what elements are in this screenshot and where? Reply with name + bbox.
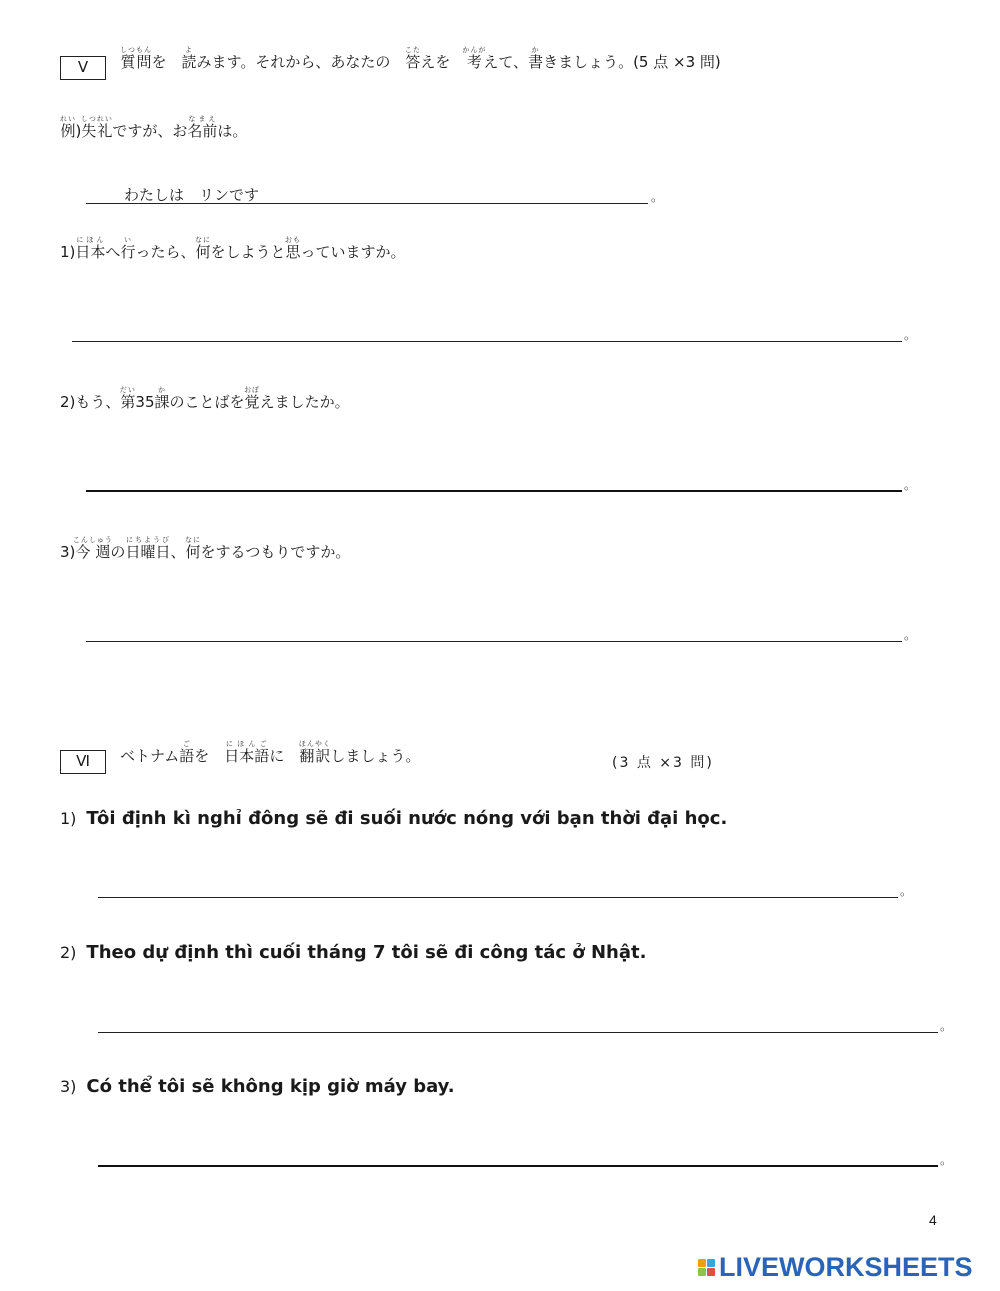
section-6-label: Ⅵ bbox=[60, 750, 106, 774]
furigana-word: 質問しつもん bbox=[120, 46, 152, 71]
answer-6-3-end-mark: 。 bbox=[940, 1153, 953, 1167]
question-6-2 bbox=[60, 942, 646, 963]
furigana-word: 日本にほん bbox=[75, 236, 106, 261]
example-question: 例れい)失礼しつれいですが、お名前なまえは。 bbox=[60, 115, 248, 140]
answer-6-1-line bbox=[98, 897, 898, 898]
furigana-word: 今週こんしゅう bbox=[72, 536, 113, 561]
furigana-word: 覚おぼ bbox=[244, 386, 261, 411]
section-5-instruction: 質問しつもんを 読よみます。それから、あなたの 答こたえを 考かんがえて、書かきましょう。(5 点 ×3 問) bbox=[120, 46, 721, 71]
answer-5-1-line bbox=[72, 341, 902, 342]
furigana-word: 答こた bbox=[404, 46, 421, 71]
answer-5-1-input[interactable] bbox=[74, 318, 900, 340]
answer-5-2-end-mark: 。 bbox=[904, 478, 917, 492]
example-end-mark: 。 bbox=[651, 190, 664, 204]
furigana-word: 翻訳ほんやく bbox=[298, 740, 331, 765]
question-6-3-text: Có thể tôi sẽ không kịp giờ máy bay. bbox=[86, 1076, 455, 1097]
answer-5-3-line bbox=[86, 641, 902, 642]
furigana-word: 行い bbox=[120, 236, 136, 261]
logo-block bbox=[707, 1268, 715, 1276]
furigana-word: 日曜日にちようび bbox=[125, 536, 171, 561]
answer-5-3-input[interactable] bbox=[88, 618, 900, 640]
furigana-word: 何なに bbox=[184, 536, 201, 561]
furigana-word: 何なに bbox=[194, 236, 211, 261]
answer-6-2-line bbox=[98, 1032, 938, 1033]
question-6-3 bbox=[60, 1076, 455, 1097]
question-6-3-number: 3) bbox=[60, 1077, 77, 1096]
section-5-label: Ⅴ bbox=[60, 56, 106, 80]
question-6-1-text: Tôi định kì nghỉ đông sẽ đi suối nước nóng với bạn thời đại học. bbox=[86, 808, 728, 829]
furigana-word: 第だい bbox=[119, 386, 136, 411]
page-number: 4 bbox=[929, 1212, 937, 1228]
section-6-score: (3 点 ×3 問) bbox=[612, 755, 714, 771]
example-answer: わたしは リンです bbox=[124, 186, 260, 204]
logo-block bbox=[707, 1259, 715, 1267]
answer-6-1-end-mark: 。 bbox=[900, 884, 913, 898]
liveworksheets-logo[interactable] bbox=[698, 1252, 973, 1283]
answer-6-2-end-mark: 。 bbox=[940, 1019, 953, 1033]
furigana-word: 課か bbox=[154, 386, 170, 411]
logo-blocks-icon bbox=[698, 1259, 715, 1276]
question-5-2: 2)もう、第だい35課かのことばを覚おぼえましたか。 bbox=[60, 386, 350, 411]
furigana-word: 書か bbox=[528, 46, 544, 71]
answer-5-2-input[interactable] bbox=[88, 467, 900, 489]
furigana-word: 日本語にほんご bbox=[224, 740, 270, 765]
answer-6-2-input[interactable] bbox=[100, 1009, 936, 1031]
answer-6-3-input[interactable] bbox=[100, 1142, 936, 1164]
answer-5-3-end-mark: 。 bbox=[904, 628, 917, 642]
answer-6-3-line bbox=[98, 1165, 938, 1167]
furigana-word: 例れい bbox=[60, 115, 76, 140]
answer-6-1-input[interactable] bbox=[100, 874, 896, 896]
logo-block bbox=[698, 1259, 706, 1267]
question-5-1: 1)日本にほんへ行いったら、何なにをしようと思おもっていますか。 bbox=[60, 236, 406, 261]
furigana-word: 語ご bbox=[179, 740, 195, 765]
answer-5-1-end-mark: 。 bbox=[904, 328, 917, 342]
question-6-1 bbox=[60, 808, 727, 829]
section-6-instruction: ベトナム語ごを 日本語にほんごに 翻訳ほんやくしましょう。 bbox=[120, 740, 421, 765]
example-answer-line bbox=[86, 203, 648, 204]
question-6-1-number: 1) bbox=[60, 809, 77, 828]
furigana-word: 読よ bbox=[181, 46, 197, 71]
furigana-word: 失礼しつれい bbox=[80, 115, 113, 140]
furigana-word: 名前なまえ bbox=[187, 115, 218, 140]
furigana-word: 考かんが bbox=[462, 46, 487, 71]
question-6-2-number: 2) bbox=[60, 943, 77, 962]
question-6-2-text: Theo dự định thì cuối tháng 7 tôi sẽ đi công tác ở Nhật. bbox=[86, 942, 647, 963]
question-5-3: 3)今週こんしゅうの日曜日にちようび、何なにをするつもりですか。 bbox=[60, 536, 351, 561]
logo-text: LIVEWORKSHEETS bbox=[719, 1252, 973, 1282]
answer-5-2-line bbox=[86, 490, 902, 492]
logo-block bbox=[698, 1268, 706, 1276]
furigana-word: 思おも bbox=[285, 236, 302, 261]
